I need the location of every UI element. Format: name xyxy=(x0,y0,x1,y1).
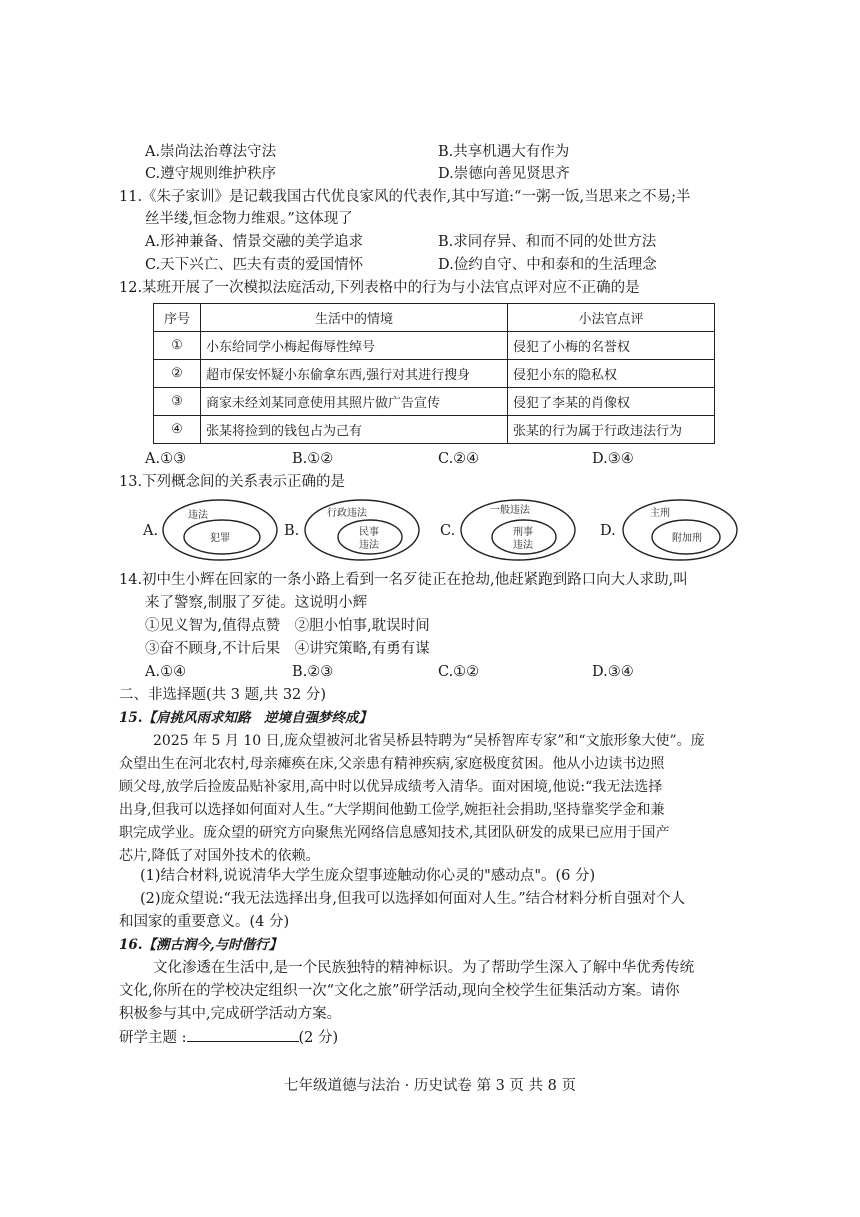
q15-paragraph-line: 芯片,降低了对国外技术的依赖。 xyxy=(119,848,320,864)
table-header-row xyxy=(154,304,715,332)
row-scenario: 张某将捡到的钱包占为己有 xyxy=(201,416,508,444)
q10-option-a: A.崇尚法治尊法守法 xyxy=(145,144,277,160)
q10-option-c: C.遵守规则维护秩序 xyxy=(145,166,277,182)
venn-a-outer-label: 违法 xyxy=(188,510,208,521)
row-scenario: 超市保安怀疑小东偷拿东西,强行对其进行搜身 xyxy=(201,360,508,388)
q14-option-b: B.②③ xyxy=(292,664,334,680)
page-footer: 七年级道德与法治 · 历史试卷 第 3 页 共 8 页 xyxy=(284,1078,576,1094)
q11-option-c: C.天下兴亡、匹夫有责的爱国情怀 xyxy=(145,257,364,273)
section-heading: 二、非选择题(共 3 题,共 32 分) xyxy=(119,687,327,703)
q15-paragraph-line: 顾父母,放学后捡废品贴补家用,高中时以优异成绩考入清华。面对困境,他说:“我无法选择 xyxy=(119,779,663,795)
research-topic-row xyxy=(119,1027,338,1048)
research-topic-label: 研学主题 : xyxy=(119,1030,187,1046)
q11-option-a: A.形神兼备、情景交融的美学追求 xyxy=(145,234,364,250)
venn-d-outer-label: 主刑 xyxy=(650,508,670,519)
q11-stem-line1: 11.《朱子家训》是记载我国古代优良家风的代表作,其中写道:“一粥一饭,当思来之不易;半 xyxy=(119,189,691,205)
q13-option-d-letter: D. xyxy=(600,523,616,539)
research-topic-blank[interactable] xyxy=(187,1027,299,1042)
q15-subquestion-2-line1: (2)庞众望说:“我无法选择出身,但我可以选择如何面对人生。”结合材料分析自强对个人 xyxy=(140,891,686,907)
col-header-index: 序号 xyxy=(154,304,201,332)
q14-statements-1: ①见义智为,值得点赞 ②胆小怕事,耽误时间 xyxy=(145,618,430,634)
q11-option-d: D.俭约自守、中和泰和的生活理念 xyxy=(438,257,657,273)
q10-option-d: D.崇德向善见贤思齐 xyxy=(438,166,570,182)
q14-stem-line1: 14.初中生小辉在回家的一条小路上看到一名歹徒正在抢劫,他赶紧跑到路口向大人求助,叫 xyxy=(119,572,688,588)
q14-statements-2: ③奋不顾身,不计后果 ④讲究策略,有勇有谋 xyxy=(145,641,430,657)
q14-option-c: C.①② xyxy=(438,664,480,680)
row-index: ④ xyxy=(154,416,201,444)
venn-b-inner-label-2: 违法 xyxy=(359,540,379,551)
table-row xyxy=(154,332,715,360)
q13-option-b-letter: B. xyxy=(284,523,300,539)
q13-option-c-letter: C. xyxy=(440,523,456,539)
row-scenario: 小东给同学小梅起侮辱性绰号 xyxy=(201,332,508,360)
q13-stem: 13.下列概念间的关系表示正确的是 xyxy=(119,474,346,490)
q16-title: 16.【溯古润今,与时偕行】 xyxy=(119,937,283,953)
q12-option-a: A.①③ xyxy=(145,451,187,467)
venn-d-inner-label: 附加刑 xyxy=(672,533,702,544)
q12-table xyxy=(153,303,715,444)
venn-c-inner-label-1: 刑事 xyxy=(513,527,533,538)
q16-paragraph-line: 文化,你所在的学校决定组织一次“文化之旅”研学活动,现向全校学生征集活动方案。请你 xyxy=(119,983,680,999)
table-row xyxy=(154,388,715,416)
venn-diagram-a xyxy=(160,497,280,563)
q13-option-a-letter: A. xyxy=(143,523,159,539)
venn-diagram-c xyxy=(458,497,578,563)
row-comment: 张某的行为属于行政违法行为 xyxy=(508,416,715,444)
row-scenario: 商家未经刘某同意使用其照片做广告宣传 xyxy=(201,388,508,416)
q15-paragraph-line: 众望出生在河北农村,母亲瘫痪在床,父亲患有精神疾病,家庭极度贫困。他从小边读书边照 xyxy=(119,756,665,772)
q12-option-b: B.①② xyxy=(292,451,334,467)
q16-paragraph-line: 文化渗透在生活中,是一个民族独特的精神标识。为了帮助学生深入了解中华优秀传统 xyxy=(153,960,695,976)
venn-diagram-d xyxy=(620,497,740,563)
q14-option-a: A.①④ xyxy=(145,664,187,680)
col-header-scenario: 生活中的情境 xyxy=(201,304,508,332)
row-index: ① xyxy=(154,332,201,360)
q15-subquestion-2-line2: 和国家的重要意义。(4 分) xyxy=(119,914,290,930)
q12-stem: 12.某班开展了一次模拟法庭活动,下列表格中的行为与小法官点评对应不正确的是 xyxy=(119,280,640,296)
q16-paragraph-line: 积极参与其中,完成研学活动方案。 xyxy=(119,1006,342,1022)
col-header-comment: 小法官点评 xyxy=(508,304,715,332)
q10-option-b: B.共享机遇大有作为 xyxy=(438,144,570,160)
q12-option-c: C.②④ xyxy=(438,451,480,467)
q12-option-d: D.③④ xyxy=(592,451,634,467)
row-index: ③ xyxy=(154,388,201,416)
venn-c-inner-label-2: 违法 xyxy=(513,540,533,551)
row-index: ② xyxy=(154,360,201,388)
row-comment: 侵犯小东的隐私权 xyxy=(508,360,715,388)
q14-option-d: D.③④ xyxy=(592,664,634,680)
venn-b-outer-label: 行政违法 xyxy=(327,508,367,519)
research-topic-score: (2 分) xyxy=(298,1030,339,1046)
venn-b-inner-label-1: 民事 xyxy=(359,527,379,538)
table-row xyxy=(154,416,715,444)
venn-diagram-b xyxy=(302,497,422,563)
q15-paragraph-line: 职完成学业。庞众望的研究方向聚焦光网络信息感知技术,其团队研发的成果已应用于国产 xyxy=(119,825,670,841)
q11-stem-line2: 丝半缕,恒念物力维艰。”这体现了 xyxy=(145,211,353,227)
q15-paragraph-line: 2025 年 5 月 10 日,庞众望被河北省吴桥县特聘为“吴桥智库专家”和“文旅形象大使”。庞 xyxy=(153,733,705,749)
table-row xyxy=(154,360,715,388)
venn-a-inner-label: 犯罪 xyxy=(210,533,230,544)
q15-title: 15.【肩挑风雨求知路 逆境自强梦终成】 xyxy=(119,710,372,726)
venn-c-outer-label: 一般违法 xyxy=(490,505,530,516)
q14-stem-line2: 来了警察,制服了歹徒。这说明小辉 xyxy=(145,595,368,611)
q15-subquestion-1: (1)结合材料,说说清华大学生庞众望事迹触动你心灵的"感动点"。(6 分) xyxy=(140,868,596,884)
q15-paragraph-line: 出身,但我可以选择如何面对人生。”大学期间他勤工俭学,婉拒社会捐助,坚持靠奖学金和兼 xyxy=(119,802,665,818)
row-comment: 侵犯了李某的肖像权 xyxy=(508,388,715,416)
q11-option-b: B.求同存异、和而不同的处世方法 xyxy=(438,234,657,250)
row-comment: 侵犯了小梅的名誉权 xyxy=(508,332,715,360)
